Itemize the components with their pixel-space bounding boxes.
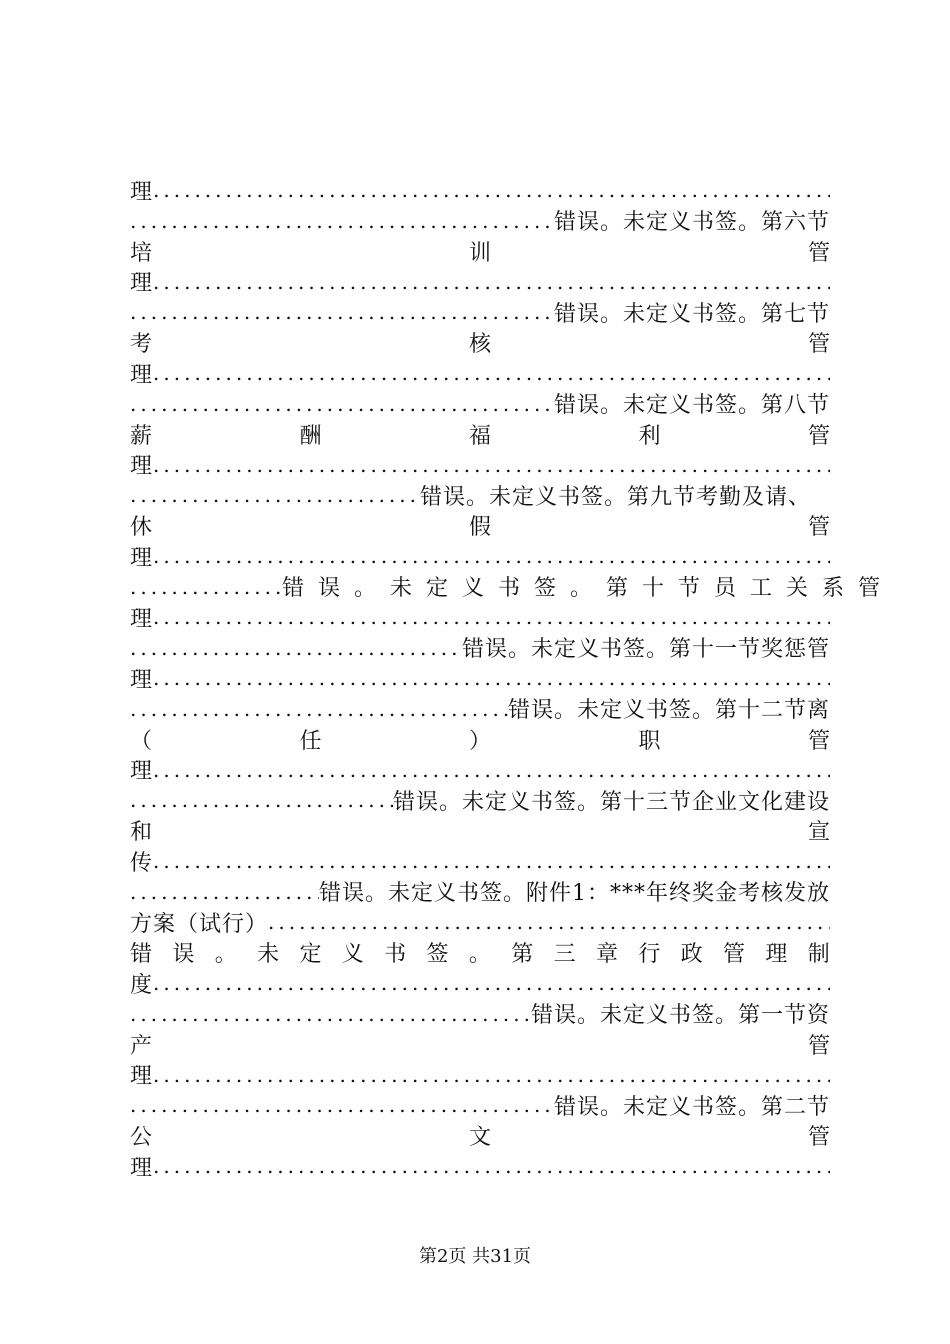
toc-char[interactable]: 签 <box>426 942 449 968</box>
toc-line <box>130 358 830 389</box>
toc-entry[interactable]: 错误。未定义书签。第十一节奖惩管 <box>461 637 830 663</box>
toc-char: 酬 <box>299 423 322 449</box>
toc-line <box>130 236 830 267</box>
dot-leader <box>153 450 830 480</box>
toc-char[interactable]: 错 <box>130 942 153 968</box>
dot-leader <box>153 663 830 693</box>
toc-char[interactable]: 书 <box>384 942 407 968</box>
toc-text: 理 <box>130 667 154 693</box>
toc-char[interactable]: 章 <box>595 942 618 968</box>
toc-char: 管 <box>807 1125 830 1151</box>
toc-char: 利 <box>638 423 661 449</box>
toc-line <box>130 968 830 999</box>
toc-line <box>130 1060 830 1091</box>
toc-char: 管 <box>807 332 830 358</box>
toc-char[interactable]: 定 <box>299 942 322 968</box>
toc-line <box>130 816 830 847</box>
toc-char: 管 <box>807 240 830 266</box>
toc-line <box>130 999 830 1030</box>
toc-char[interactable]: 行 <box>638 942 661 968</box>
toc-line <box>130 1121 830 1152</box>
dot-leader <box>153 602 830 632</box>
toc-char: 公 <box>130 1125 153 1151</box>
toc-char: 福 <box>468 423 491 449</box>
dot-leader <box>153 755 830 785</box>
toc-text: 理 <box>130 545 154 571</box>
toc-char: 管 <box>807 423 830 449</box>
toc-text: 方案（试行） <box>130 911 269 937</box>
dot-leader <box>130 480 420 510</box>
toc-line <box>130 633 830 664</box>
toc-char: 训 <box>468 240 491 266</box>
dot-leader <box>130 999 531 1029</box>
toc-entry[interactable]: 错误。未定义书签。第十节员工关系管 <box>282 576 895 602</box>
toc-entry[interactable]: 错误。未定义书签。第六节 <box>553 210 830 236</box>
toc-line <box>130 663 830 694</box>
toc-char: 薪 <box>130 423 153 449</box>
dot-leader <box>153 541 830 571</box>
toc-char: 考 <box>130 332 153 358</box>
toc-char: 和 <box>130 820 153 846</box>
toc-line <box>130 877 830 908</box>
toc-char[interactable]: 第 <box>511 942 534 968</box>
dot-leader <box>153 968 830 998</box>
dot-leader <box>130 572 282 602</box>
toc-entry[interactable]: 错误。未定义书签。第十二节离 <box>507 698 830 724</box>
toc-char: 管 <box>807 728 830 754</box>
toc-line <box>130 724 830 755</box>
dot-leader <box>130 389 554 419</box>
toc-char: 任 <box>299 728 322 754</box>
toc-line <box>130 267 830 298</box>
toc-line <box>130 541 830 572</box>
toc-line <box>130 785 830 816</box>
toc-char: 休 <box>130 515 153 541</box>
toc-line <box>130 572 895 603</box>
toc-line <box>130 480 830 511</box>
toc-line <box>130 419 830 450</box>
toc-char: 产 <box>130 1033 153 1059</box>
toc-char: 职 <box>638 728 661 754</box>
toc-line <box>130 694 830 725</box>
toc-line <box>130 175 830 206</box>
toc-char[interactable]: 未 <box>257 942 280 968</box>
toc-char: 管 <box>807 1033 830 1059</box>
toc-char[interactable]: 。 <box>214 942 237 968</box>
toc-char[interactable]: 三 <box>553 942 576 968</box>
dot-leader <box>153 1060 830 1090</box>
toc-line <box>130 938 830 969</box>
dot-leader <box>130 297 554 327</box>
toc-text: 传 <box>130 850 154 876</box>
dot-leader <box>130 633 462 663</box>
toc-char: 假 <box>468 515 491 541</box>
dot-leader <box>268 907 830 937</box>
dot-leader <box>130 1090 554 1120</box>
dot-leader <box>153 175 830 205</box>
toc-text: 度 <box>130 972 154 998</box>
page-footer: 第2页 共31页 <box>418 1246 532 1267</box>
toc-text: 理 <box>130 1064 154 1090</box>
toc-char: 宣 <box>807 820 830 846</box>
toc-entry[interactable]: 错误。未定义书签。第二节 <box>553 1094 830 1120</box>
toc-char[interactable]: 义 <box>341 942 364 968</box>
toc-text: 理 <box>130 179 154 205</box>
table-of-contents <box>130 175 895 1182</box>
toc-char[interactable]: 政 <box>680 942 703 968</box>
dot-leader <box>130 877 319 907</box>
dot-leader <box>130 206 554 236</box>
dot-leader <box>153 846 830 876</box>
toc-char[interactable]: 制 <box>807 942 830 968</box>
toc-text: 理 <box>130 606 154 632</box>
toc-line <box>130 1090 830 1121</box>
toc-text: 理 <box>130 759 154 785</box>
dot-leader <box>153 358 830 388</box>
toc-line <box>130 907 830 938</box>
toc-entry[interactable]: 错误。未定义书签。第七节 <box>553 301 830 327</box>
toc-entry[interactable]: 错误。未定义书签。附件1：***年终奖金考核发放 <box>319 881 830 907</box>
toc-entry[interactable]: 错误。未定义书签。第九节考勤及请、 <box>420 484 812 510</box>
dot-leader <box>153 267 830 297</box>
toc-text: 理 <box>130 271 154 297</box>
toc-text: 理 <box>130 454 154 480</box>
dot-leader <box>153 1151 830 1181</box>
toc-text: 理 <box>130 362 154 388</box>
toc-char[interactable]: 理 <box>765 942 788 968</box>
toc-char: （ <box>130 728 153 754</box>
toc-text: 理 <box>130 1155 154 1181</box>
dot-leader <box>130 694 508 724</box>
toc-line <box>130 328 830 359</box>
toc-char: 文 <box>468 1125 491 1151</box>
toc-line <box>130 297 830 328</box>
toc-char: 管 <box>807 515 830 541</box>
toc-char: 核 <box>468 332 491 358</box>
toc-line <box>130 206 830 237</box>
toc-char: ） <box>468 728 491 754</box>
toc-entry[interactable]: 错误。未定义书签。第一节资 <box>530 1003 830 1029</box>
toc-line <box>130 1151 830 1182</box>
toc-line <box>130 389 830 420</box>
toc-line <box>130 511 830 542</box>
toc-char[interactable]: 。 <box>468 942 491 968</box>
toc-entry[interactable]: 错误。未定义书签。第十三节企业文化建设 <box>392 789 830 815</box>
toc-line <box>130 450 830 481</box>
toc-line <box>130 846 830 877</box>
toc-entry[interactable]: 错误。未定义书签。第八节 <box>553 393 830 419</box>
toc-line <box>130 1029 830 1060</box>
toc-line <box>130 602 830 633</box>
toc-char[interactable]: 误 <box>172 942 195 968</box>
toc-char: 培 <box>130 240 153 266</box>
toc-char[interactable]: 管 <box>723 942 746 968</box>
dot-leader <box>130 785 393 815</box>
toc-line <box>130 755 830 786</box>
